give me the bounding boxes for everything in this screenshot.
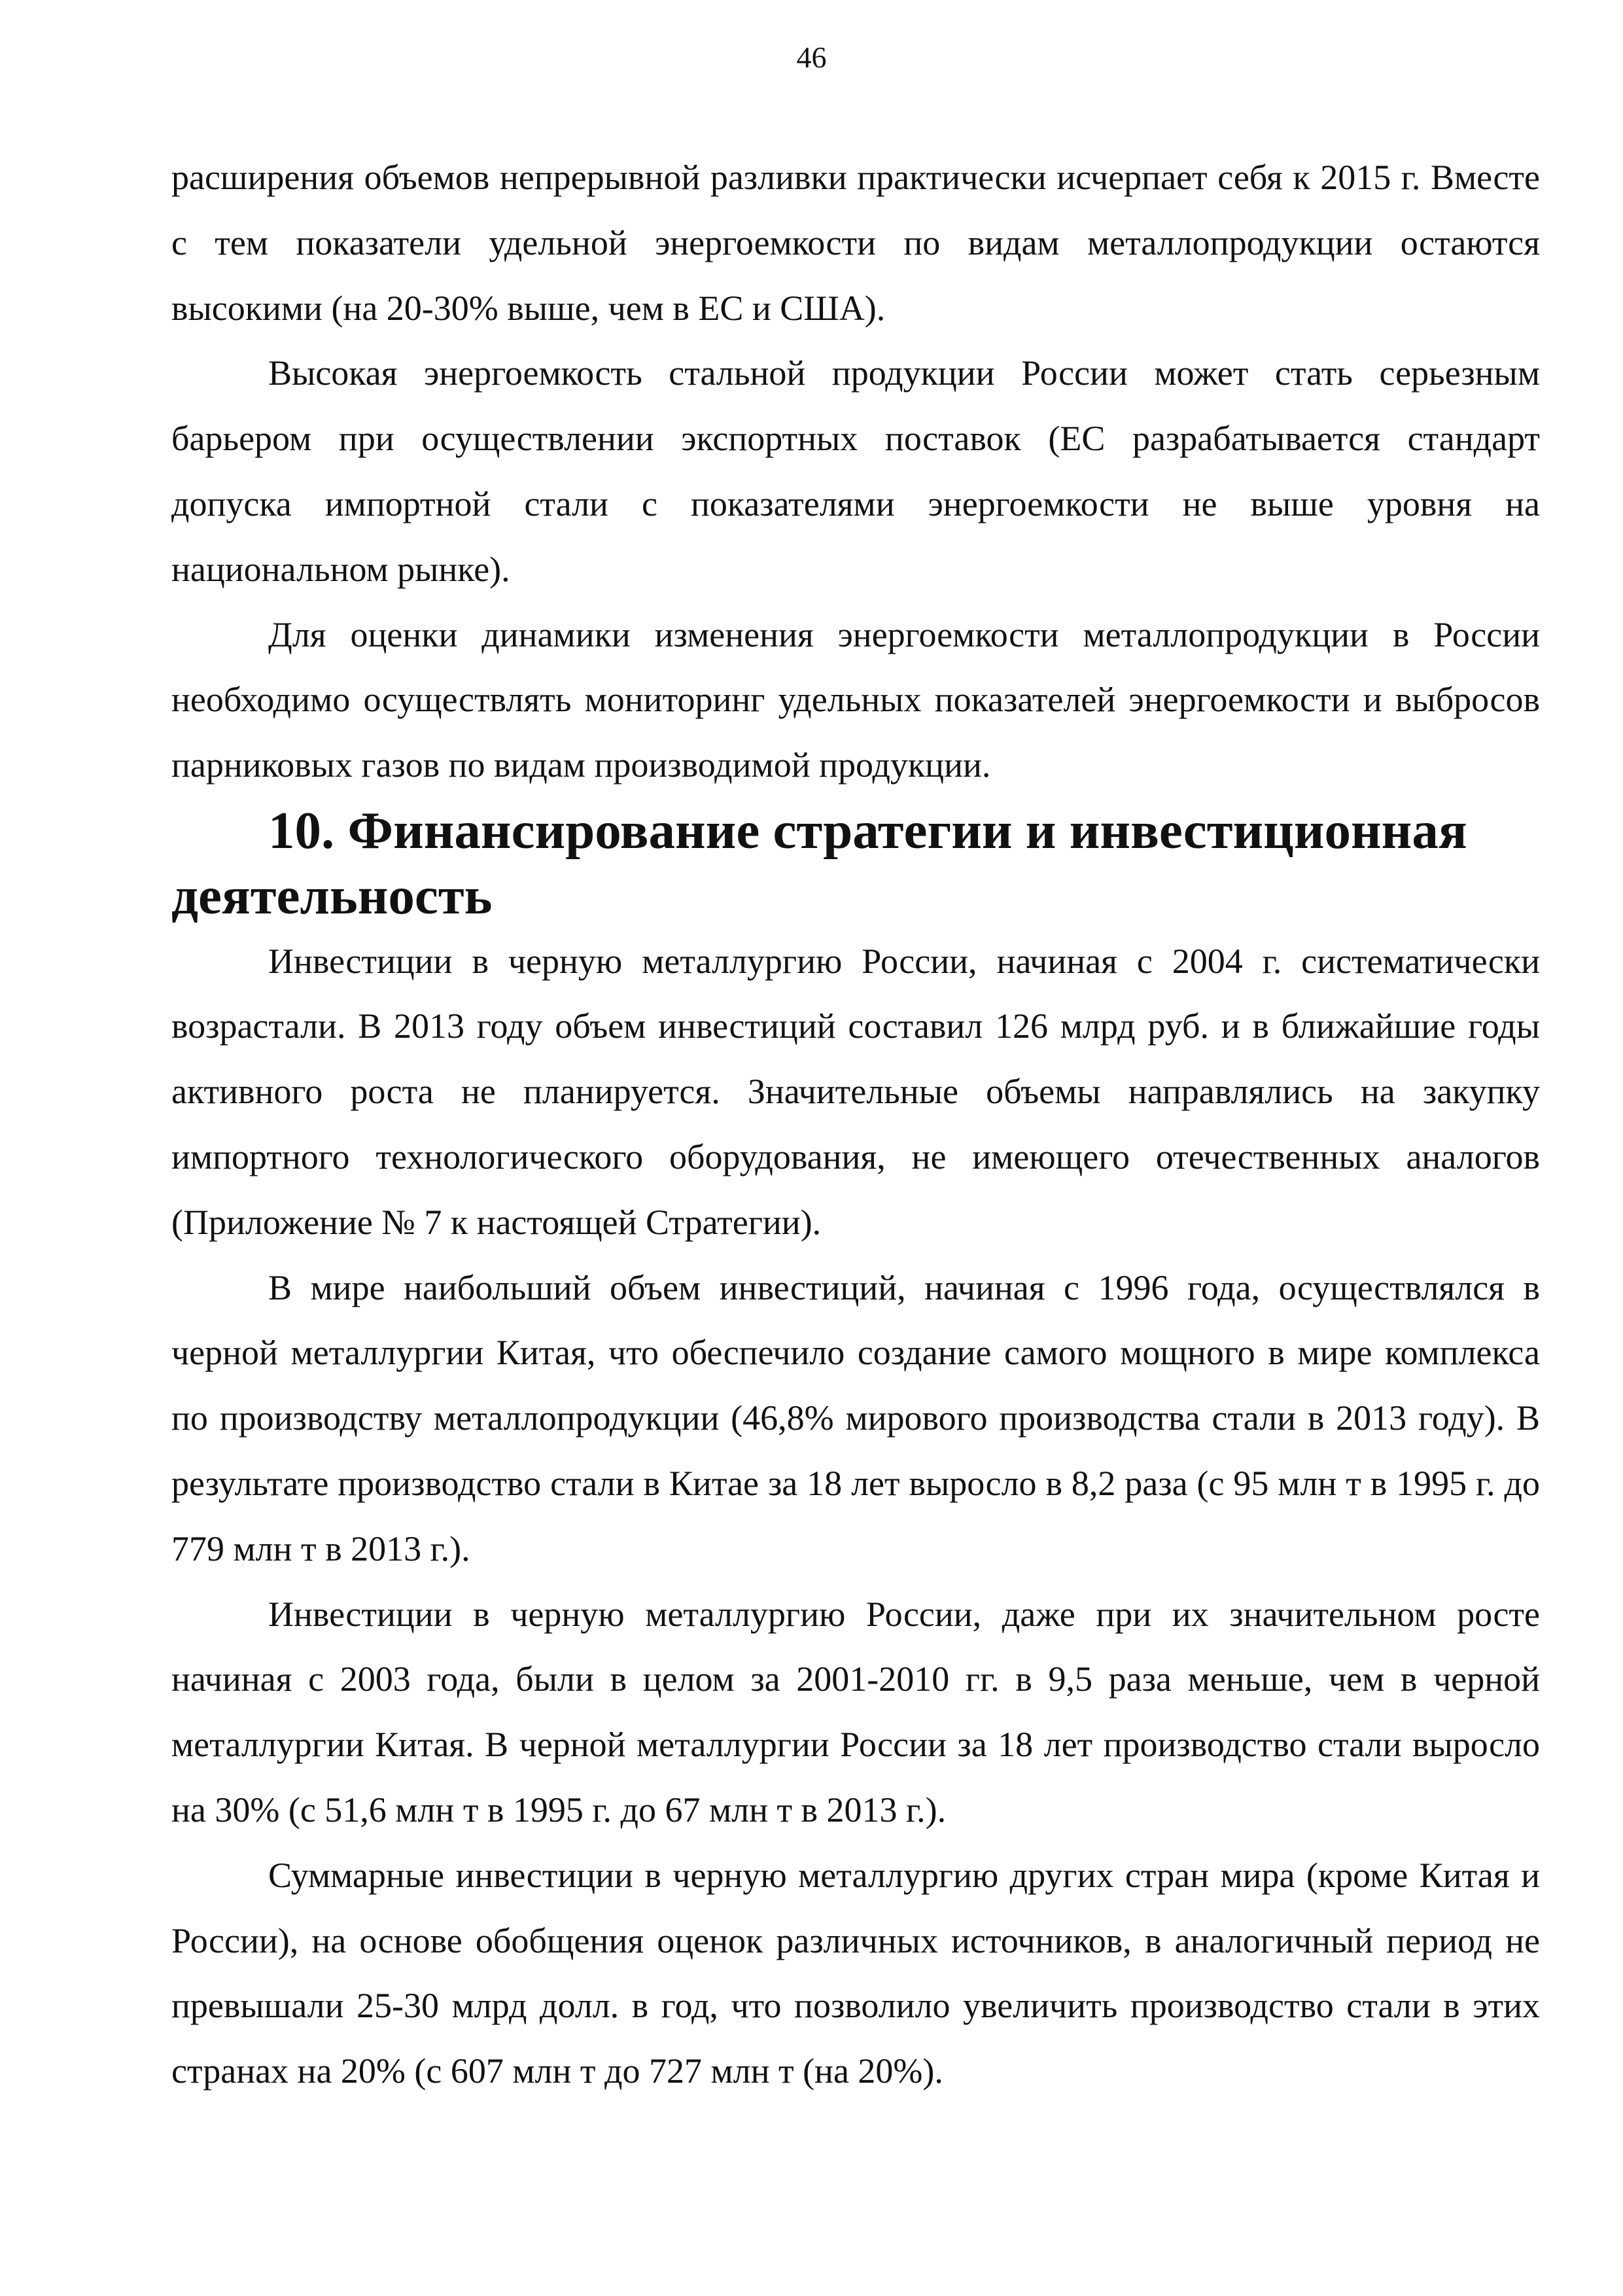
paragraph-china-investments: В мире наибольший объем инвестиций, начиная с 1996 года, осуществлялся в черной металлургии Китая, что обеспечило создание самого мощного в мире комплекса по производству металлопродукции (46,8% мирового производства стали в 2013 году). В результате производство стали в Китае за 18 лет выросло в 8,2 раза (с 95 млн т в 1995 г. до 779 млн т в 2013 г.). <box>171 1267 1540 1568</box>
page-body <box>171 145 1540 2104</box>
page-number: 46 <box>796 41 827 74</box>
paragraph-monitoring: Для оценки динамики изменения энергоемкости металлопродукции в России необходимо осуществлять мониторинг удельных показателей энергоемкости и выбросов парниковых газов по видам производимой продукции. <box>171 614 1540 785</box>
paragraph-continuation: расширения объемов непрерывной разливки практически исчерпает себя к 2015 г. Вместе с тем показатели удельной энергоемкости по видам металлопродукции остаются высокими (на 20-30% выше, чем в ЕС и США). <box>171 158 1540 328</box>
paragraph-russia-investments: Инвестиции в черную металлургию России, начиная с 2004 г. систематически возрастали. В 2013 году объем инвестиций составил 126 млрд руб. и в ближайшие годы активного роста не планируется. Значительные объемы направлялись на закупку импортного технологического оборудования, не имеющего отечественных аналогов (Приложение № 7 к настоящей Стратегии). <box>171 941 1540 1242</box>
section-heading: 10. Финансирование стратегии и инвестиционная деятельность <box>171 800 1467 925</box>
paragraph-energy-intensity-barrier: Высокая энергоемкость стальной продукции России может стать серьезным барьером при осуществлении экспортных поставок (ЕС разрабатывается стандарт допуска импортной стали с показателями энергоемкости не выше уровня на национальном рынке). <box>171 353 1540 589</box>
paragraph-russia-vs-china: Инвестиции в черную металлургию России, даже при их значительном росте начиная с 2003 года, были в целом за 2001-2010 гг. в 9,5 раза меньше, чем в черной металлургии Китая. В черной металлургии России за 18 лет производство стали выросло на 30% (с 51,6 млн т в 1995 г. до 67 млн т в 2013 г.). <box>171 1594 1540 1829</box>
paragraph-other-countries: Суммарные инвестиции в черную металлургию других стран мира (кроме Китая и России), на основе обобщения оценок различных источников, в аналогичный период не превышали 25-30 млрд долл. в год, что позволило увеличить производство стали в этих странах на 20% (с 607 млн т до 727 млн т (на 20%). <box>171 1855 1540 2091</box>
